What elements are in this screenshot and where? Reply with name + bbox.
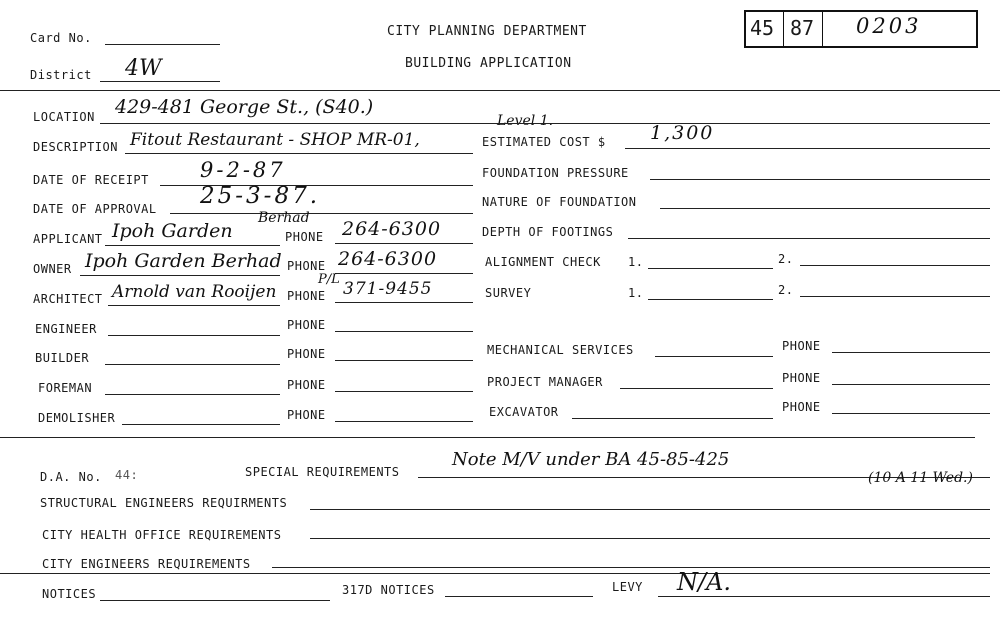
card-number-part-1: 45	[750, 16, 775, 40]
date-of-approval-label: DATE OF APPROVAL	[33, 202, 157, 216]
card-no-line	[105, 44, 220, 45]
architect-phone-line	[335, 302, 473, 303]
alignment-check-1: 1.	[628, 255, 644, 269]
engineer-line	[108, 335, 280, 336]
demolisher-line	[122, 424, 280, 425]
demolisher-label: DEMOLISHER	[38, 411, 116, 425]
city-health-office-label: CITY HEALTH OFFICE REQUIREMENTS	[42, 528, 282, 542]
survey-label: SURVEY	[485, 286, 532, 300]
owner-value: Ipoh Garden Berhad	[85, 250, 282, 272]
notices-317d-label: 317D NOTICES	[342, 583, 435, 597]
card-no-label: Card No.	[30, 31, 92, 45]
foreman-line	[105, 394, 280, 395]
location-label: LOCATION	[33, 110, 95, 124]
department-title: CITY PLANNING DEPARTMENT	[387, 24, 587, 39]
description-value: Fitout Restaurant - SHOP MR-01,	[130, 130, 420, 150]
district-value: 4W	[125, 56, 162, 81]
builder-label: BUILDER	[35, 351, 90, 365]
notices-line	[100, 600, 330, 601]
owner-phone-label: PHONE	[287, 259, 326, 273]
builder-phone-label: PHONE	[287, 347, 326, 361]
description-label: DESCRIPTION	[33, 140, 118, 154]
foreman-phone-line	[335, 391, 473, 392]
excavator-phone-label: PHONE	[782, 400, 821, 414]
builder-phone-line	[335, 360, 473, 361]
date-of-receipt-label: DATE OF RECEIPT	[33, 173, 149, 187]
da-no-value: 44:	[115, 468, 139, 482]
owner-phone-line	[335, 273, 473, 274]
applicant-phone-line	[335, 243, 473, 244]
engineer-label: ENGINEER	[35, 322, 97, 336]
special-requirements-value: Note M/V under BA 45-85-425	[452, 449, 730, 470]
excavator-label: EXCAVATOR	[489, 405, 559, 419]
architect-line	[108, 305, 280, 306]
survey-1-line	[648, 299, 773, 300]
location-note: Level 1.	[497, 113, 554, 129]
project-manager-phone-label: PHONE	[782, 371, 821, 385]
da-no-label: D.A. No.	[40, 470, 102, 484]
foundation-pressure-line	[650, 179, 990, 180]
mechanical-services-line	[655, 356, 773, 357]
survey-1: 1.	[628, 286, 644, 300]
architect-phone-value: 371-9455	[343, 279, 433, 299]
estimated-cost-label: ESTIMATED COST $	[482, 135, 606, 149]
nature-of-foundation-line	[660, 208, 990, 209]
nature-of-foundation-label: NATURE OF FOUNDATION	[482, 195, 637, 209]
levy-line	[658, 596, 990, 597]
owner-phone-value: 264-6300	[338, 248, 438, 270]
header-rule	[0, 90, 1000, 91]
demolisher-phone-label: PHONE	[287, 408, 326, 422]
levy-value: N/A.	[677, 568, 732, 596]
builder-line	[105, 364, 280, 365]
city-health-office-line	[310, 538, 990, 539]
date-of-receipt-value: 9-2-87	[200, 158, 286, 182]
foreman-label: FOREMAN	[38, 381, 93, 395]
special-requirements-note: (10 A 11 Wed.)	[868, 470, 973, 486]
survey-2-line	[800, 296, 990, 297]
lower-rule	[0, 573, 990, 574]
notices-317d-line	[445, 596, 593, 597]
location-value: 429-481 George St., (S40.)	[115, 96, 374, 118]
excavator-line	[572, 418, 773, 419]
alignment-check-label: ALIGNMENT CHECK	[485, 255, 601, 269]
owner-label: OWNER	[33, 262, 72, 276]
applicant-line	[105, 245, 280, 246]
district-line	[100, 81, 220, 82]
foreman-phone-label: PHONE	[287, 378, 326, 392]
architect-phone-label: PHONE	[287, 289, 326, 303]
card-number-part-2: 87	[790, 16, 815, 40]
estimated-cost-value: 1,300	[650, 122, 715, 144]
project-manager-line	[620, 388, 773, 389]
project-manager-phone-line	[832, 384, 990, 385]
card-number-part-3: 0203	[856, 14, 922, 38]
levy-label: LEVY	[612, 580, 643, 594]
city-engineers-label: CITY ENGINEERS REQUIREMENTS	[42, 557, 251, 571]
architect-label: ARCHITECT	[33, 292, 103, 306]
architect-note: P/L	[318, 272, 340, 287]
form-title: BUILDING APPLICATION	[405, 56, 572, 71]
mechanical-services-label: MECHANICAL SERVICES	[487, 343, 634, 357]
description-line	[125, 153, 473, 154]
engineer-phone-label: PHONE	[287, 318, 326, 332]
applicant-label: APPLICANT	[33, 232, 103, 246]
owner-line	[80, 275, 280, 276]
mechanical-services-phone-line	[832, 352, 990, 353]
applicant-note: Berhad	[258, 210, 310, 226]
depth-of-footings-line	[628, 238, 990, 239]
applicant-phone-value: 264-6300	[342, 218, 442, 240]
applicant-value: Ipoh Garden	[112, 220, 233, 242]
structural-engineers-label: STRUCTURAL ENGINEERS REQUIRMENTS	[40, 496, 288, 510]
estimated-cost-line	[625, 148, 990, 149]
survey-2: 2.	[778, 283, 794, 297]
demolisher-phone-line	[335, 421, 473, 422]
mechanical-services-phone-label: PHONE	[782, 339, 821, 353]
excavator-phone-line	[832, 413, 990, 414]
special-requirements-label: SPECIAL REQUIREMENTS	[245, 465, 400, 479]
date-of-approval-line	[170, 213, 473, 214]
location-line	[100, 123, 990, 124]
box-divider	[822, 12, 823, 46]
alignment-check-2-line	[800, 265, 990, 266]
middle-rule	[0, 437, 975, 438]
alignment-check-1-line	[648, 268, 773, 269]
date-of-approval-value: 25-3-87.	[200, 183, 321, 209]
foundation-pressure-label: FOUNDATION PRESSURE	[482, 166, 629, 180]
structural-engineers-line	[310, 509, 990, 510]
box-divider	[783, 12, 784, 46]
architect-value: Arnold van Rooijen	[112, 282, 277, 302]
applicant-phone-label: PHONE	[285, 230, 324, 244]
city-engineers-line	[272, 567, 990, 568]
alignment-check-2: 2.	[778, 252, 794, 266]
engineer-phone-line	[335, 331, 473, 332]
project-manager-label: PROJECT MANAGER	[487, 375, 603, 389]
notices-label: NOTICES	[42, 587, 97, 601]
district-label: District	[30, 68, 92, 82]
depth-of-footings-label: DEPTH OF FOOTINGS	[482, 225, 614, 239]
card-number-box	[744, 10, 978, 48]
